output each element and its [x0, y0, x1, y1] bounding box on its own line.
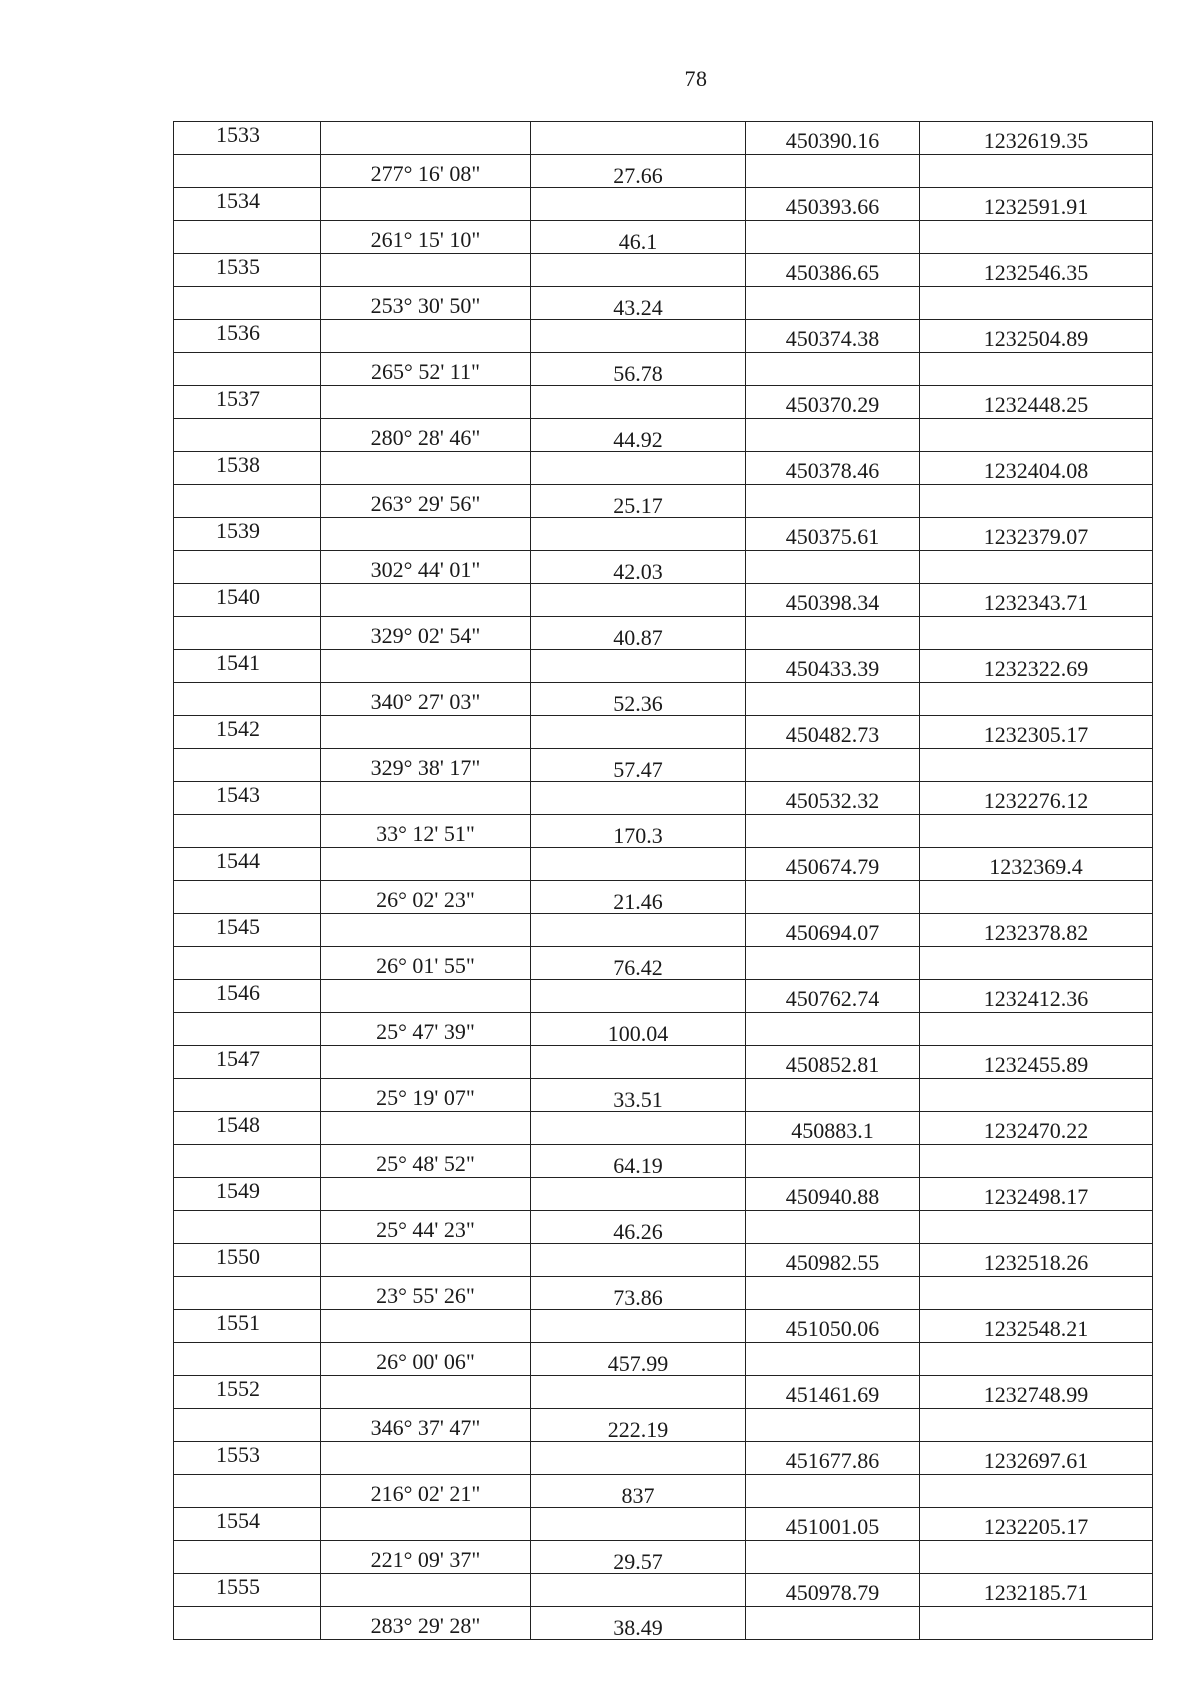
station-row	[174, 1178, 1153, 1211]
station-row	[174, 1376, 1153, 1409]
empty-cell	[321, 1376, 531, 1409]
empty-cell	[174, 353, 321, 386]
empty-cell	[174, 1145, 321, 1178]
empty-cell	[531, 386, 746, 419]
easting-value: 1232369.4	[920, 848, 1153, 881]
empty-cell	[531, 320, 746, 353]
empty-cell	[321, 122, 531, 155]
easting-value: 1232276.12	[920, 782, 1153, 815]
station-row	[174, 914, 1153, 947]
leg-row	[174, 815, 1153, 848]
distance-value: 64.19	[531, 1145, 746, 1178]
empty-cell	[531, 122, 746, 155]
empty-cell	[920, 947, 1153, 980]
empty-cell	[531, 1574, 746, 1607]
empty-cell	[920, 617, 1153, 650]
station-row	[174, 1112, 1153, 1145]
bearing-value: 25° 48' 52"	[321, 1145, 531, 1178]
distance-value: 25.17	[531, 485, 746, 518]
empty-cell	[920, 1409, 1153, 1442]
bearing-value: 25° 47' 39"	[321, 1013, 531, 1046]
leg-row	[174, 1145, 1153, 1178]
empty-cell	[321, 1442, 531, 1475]
northing-value: 450694.07	[746, 914, 920, 947]
empty-cell	[746, 881, 920, 914]
empty-cell	[321, 848, 531, 881]
leg-row	[174, 749, 1153, 782]
bearing-value: 329° 02' 54"	[321, 617, 531, 650]
empty-cell	[746, 1409, 920, 1442]
empty-cell	[174, 1607, 321, 1640]
page-number: 78	[684, 66, 708, 91]
empty-cell	[920, 287, 1153, 320]
bearing-value: 280° 28' 46"	[321, 419, 531, 452]
leg-row	[174, 485, 1153, 518]
bearing-value: 221° 09' 37"	[321, 1541, 531, 1574]
northing-value: 451461.69	[746, 1376, 920, 1409]
station-row	[174, 386, 1153, 419]
empty-cell	[321, 320, 531, 353]
bearing-value: 33° 12' 51"	[321, 815, 531, 848]
station-row	[174, 1574, 1153, 1607]
empty-cell	[920, 1541, 1153, 1574]
empty-cell	[321, 782, 531, 815]
empty-cell	[746, 815, 920, 848]
station-number: 1546	[174, 980, 321, 1013]
empty-cell	[531, 1244, 746, 1277]
empty-cell	[920, 815, 1153, 848]
empty-cell	[746, 749, 920, 782]
northing-value: 450982.55	[746, 1244, 920, 1277]
empty-cell	[321, 584, 531, 617]
empty-cell	[174, 1409, 321, 1442]
empty-cell	[746, 419, 920, 452]
station-number: 1533	[174, 122, 321, 155]
empty-cell	[174, 1013, 321, 1046]
station-number: 1535	[174, 254, 321, 287]
station-row	[174, 1508, 1153, 1541]
empty-cell	[531, 1376, 746, 1409]
empty-cell	[174, 683, 321, 716]
distance-value: 56.78	[531, 353, 746, 386]
empty-cell	[174, 881, 321, 914]
empty-cell	[920, 1277, 1153, 1310]
bearing-value: 302° 44' 01"	[321, 551, 531, 584]
station-number: 1552	[174, 1376, 321, 1409]
bearing-value: 26° 02' 23"	[321, 881, 531, 914]
station-number: 1551	[174, 1310, 321, 1343]
empty-cell	[746, 1211, 920, 1244]
empty-cell	[746, 1013, 920, 1046]
empty-cell	[321, 1310, 531, 1343]
station-number: 1534	[174, 188, 321, 221]
distance-value: 57.47	[531, 749, 746, 782]
distance-value: 170.3	[531, 815, 746, 848]
empty-cell	[920, 1079, 1153, 1112]
station-number: 1545	[174, 914, 321, 947]
easting-value: 1232548.21	[920, 1310, 1153, 1343]
northing-value: 450762.74	[746, 980, 920, 1013]
leg-row	[174, 1475, 1153, 1508]
distance-value: 73.86	[531, 1277, 746, 1310]
empty-cell	[321, 1112, 531, 1145]
station-number: 1555	[174, 1574, 321, 1607]
northing-value: 450940.88	[746, 1178, 920, 1211]
empty-cell	[174, 1343, 321, 1376]
empty-cell	[321, 914, 531, 947]
bearing-value: 340° 27' 03"	[321, 683, 531, 716]
northing-value: 450398.34	[746, 584, 920, 617]
northing-value: 450532.32	[746, 782, 920, 815]
northing-value: 450374.38	[746, 320, 920, 353]
bearing-value: 216° 02' 21"	[321, 1475, 531, 1508]
northing-value: 450433.39	[746, 650, 920, 683]
easting-value: 1232322.69	[920, 650, 1153, 683]
empty-cell	[920, 683, 1153, 716]
station-number: 1538	[174, 452, 321, 485]
empty-cell	[531, 584, 746, 617]
station-row	[174, 1244, 1153, 1277]
leg-row	[174, 617, 1153, 650]
empty-cell	[321, 1508, 531, 1541]
empty-cell	[746, 551, 920, 584]
empty-cell	[746, 353, 920, 386]
empty-cell	[531, 1112, 746, 1145]
station-row	[174, 518, 1153, 551]
empty-cell	[174, 749, 321, 782]
station-number: 1553	[174, 1442, 321, 1475]
leg-row	[174, 1343, 1153, 1376]
easting-value: 1232498.17	[920, 1178, 1153, 1211]
easting-value: 1232404.08	[920, 452, 1153, 485]
empty-cell	[174, 287, 321, 320]
empty-cell	[746, 947, 920, 980]
empty-cell	[531, 914, 746, 947]
distance-value: 76.42	[531, 947, 746, 980]
empty-cell	[920, 221, 1153, 254]
empty-cell	[321, 188, 531, 221]
empty-cell	[321, 1244, 531, 1277]
station-row	[174, 584, 1153, 617]
empty-cell	[746, 155, 920, 188]
leg-row	[174, 155, 1153, 188]
station-number: 1554	[174, 1508, 321, 1541]
bearing-value: 253° 30' 50"	[321, 287, 531, 320]
bearing-value: 263° 29' 56"	[321, 485, 531, 518]
distance-value: 44.92	[531, 419, 746, 452]
empty-cell	[174, 947, 321, 980]
empty-cell	[746, 1541, 920, 1574]
station-row	[174, 980, 1153, 1013]
empty-cell	[746, 1607, 920, 1640]
empty-cell	[321, 1178, 531, 1211]
empty-cell	[321, 650, 531, 683]
empty-cell	[531, 518, 746, 551]
bearing-value: 26° 01' 55"	[321, 947, 531, 980]
empty-cell	[531, 782, 746, 815]
easting-value: 1232470.22	[920, 1112, 1153, 1145]
station-row	[174, 320, 1153, 353]
northing-value: 450482.73	[746, 716, 920, 749]
easting-value: 1232205.17	[920, 1508, 1153, 1541]
empty-cell	[531, 848, 746, 881]
distance-value: 40.87	[531, 617, 746, 650]
empty-cell	[174, 1277, 321, 1310]
empty-cell	[174, 155, 321, 188]
bearing-value: 329° 38' 17"	[321, 749, 531, 782]
empty-cell	[746, 1277, 920, 1310]
easting-value: 1232546.35	[920, 254, 1153, 287]
station-number: 1541	[174, 650, 321, 683]
station-number: 1547	[174, 1046, 321, 1079]
empty-cell	[746, 485, 920, 518]
bearing-value: 265° 52' 11"	[321, 353, 531, 386]
empty-cell	[920, 353, 1153, 386]
leg-row	[174, 1211, 1153, 1244]
empty-cell	[920, 419, 1153, 452]
distance-value: 29.57	[531, 1541, 746, 1574]
leg-row	[174, 419, 1153, 452]
leg-row	[174, 1607, 1153, 1640]
empty-cell	[531, 1508, 746, 1541]
distance-value: 46.1	[531, 221, 746, 254]
empty-cell	[746, 683, 920, 716]
empty-cell	[746, 221, 920, 254]
leg-row	[174, 221, 1153, 254]
easting-value: 1232378.82	[920, 914, 1153, 947]
empty-cell	[531, 1178, 746, 1211]
empty-cell	[746, 1343, 920, 1376]
station-number: 1542	[174, 716, 321, 749]
empty-cell	[174, 617, 321, 650]
empty-cell	[531, 716, 746, 749]
empty-cell	[531, 650, 746, 683]
empty-cell	[746, 1475, 920, 1508]
easting-value: 1232185.71	[920, 1574, 1153, 1607]
bearing-value: 261° 15' 10"	[321, 221, 531, 254]
empty-cell	[174, 815, 321, 848]
northing-value: 451677.86	[746, 1442, 920, 1475]
bearing-value: 25° 19' 07"	[321, 1079, 531, 1112]
northing-value: 450378.46	[746, 452, 920, 485]
leg-row	[174, 1013, 1153, 1046]
easting-value: 1232455.89	[920, 1046, 1153, 1079]
distance-value: 27.66	[531, 155, 746, 188]
easting-value: 1232591.91	[920, 188, 1153, 221]
bearing-value: 25° 44' 23"	[321, 1211, 531, 1244]
northing-value: 450370.29	[746, 386, 920, 419]
station-row	[174, 848, 1153, 881]
easting-value: 1232748.99	[920, 1376, 1153, 1409]
empty-cell	[746, 1145, 920, 1178]
bearing-value: 23° 55' 26"	[321, 1277, 531, 1310]
empty-cell	[531, 452, 746, 485]
empty-cell	[920, 1013, 1153, 1046]
empty-cell	[920, 155, 1153, 188]
leg-row	[174, 947, 1153, 980]
easting-value: 1232379.07	[920, 518, 1153, 551]
empty-cell	[174, 1541, 321, 1574]
empty-cell	[321, 980, 531, 1013]
northing-value: 450390.16	[746, 122, 920, 155]
empty-cell	[746, 617, 920, 650]
empty-cell	[531, 980, 746, 1013]
empty-cell	[321, 452, 531, 485]
distance-value: 52.36	[531, 683, 746, 716]
easting-value: 1232412.36	[920, 980, 1153, 1013]
empty-cell	[174, 1211, 321, 1244]
empty-cell	[920, 1145, 1153, 1178]
easting-value: 1232305.17	[920, 716, 1153, 749]
empty-cell	[321, 1046, 531, 1079]
leg-row	[174, 551, 1153, 584]
station-number: 1550	[174, 1244, 321, 1277]
bearing-value: 283° 29' 28"	[321, 1607, 531, 1640]
distance-value: 100.04	[531, 1013, 746, 1046]
station-row	[174, 716, 1153, 749]
station-number: 1543	[174, 782, 321, 815]
station-number: 1549	[174, 1178, 321, 1211]
northing-value: 451050.06	[746, 1310, 920, 1343]
distance-value: 457.99	[531, 1343, 746, 1376]
empty-cell	[321, 716, 531, 749]
empty-cell	[174, 419, 321, 452]
distance-value: 42.03	[531, 551, 746, 584]
leg-row	[174, 1541, 1153, 1574]
station-number: 1539	[174, 518, 321, 551]
northing-value: 450393.66	[746, 188, 920, 221]
distance-value: 43.24	[531, 287, 746, 320]
leg-row	[174, 1409, 1153, 1442]
empty-cell	[531, 188, 746, 221]
easting-value: 1232343.71	[920, 584, 1153, 617]
empty-cell	[321, 518, 531, 551]
distance-value: 21.46	[531, 881, 746, 914]
station-number: 1537	[174, 386, 321, 419]
easting-value: 1232448.25	[920, 386, 1153, 419]
empty-cell	[321, 254, 531, 287]
northing-value: 450978.79	[746, 1574, 920, 1607]
bearing-value: 346° 37' 47"	[321, 1409, 531, 1442]
empty-cell	[174, 221, 321, 254]
distance-value: 46.26	[531, 1211, 746, 1244]
empty-cell	[321, 386, 531, 419]
leg-row	[174, 881, 1153, 914]
distance-value: 222.19	[531, 1409, 746, 1442]
empty-cell	[531, 1442, 746, 1475]
station-row	[174, 650, 1153, 683]
empty-cell	[920, 1475, 1153, 1508]
distance-value: 837	[531, 1475, 746, 1508]
empty-cell	[746, 1079, 920, 1112]
empty-cell	[920, 749, 1153, 782]
bearing-value: 26° 00' 06"	[321, 1343, 531, 1376]
empty-cell	[174, 1079, 321, 1112]
easting-value: 1232504.89	[920, 320, 1153, 353]
northing-value: 450386.65	[746, 254, 920, 287]
station-row	[174, 452, 1153, 485]
leg-row	[174, 683, 1153, 716]
northing-value: 450852.81	[746, 1046, 920, 1079]
survey-table-body	[174, 122, 1153, 1640]
empty-cell	[920, 1211, 1153, 1244]
leg-row	[174, 1079, 1153, 1112]
leg-row	[174, 287, 1153, 320]
empty-cell	[531, 254, 746, 287]
station-number: 1540	[174, 584, 321, 617]
station-row	[174, 782, 1153, 815]
northing-value: 451001.05	[746, 1508, 920, 1541]
empty-cell	[531, 1310, 746, 1343]
station-number: 1548	[174, 1112, 321, 1145]
empty-cell	[174, 551, 321, 584]
station-row	[174, 1442, 1153, 1475]
station-row	[174, 1310, 1153, 1343]
distance-value: 33.51	[531, 1079, 746, 1112]
easting-value: 1232518.26	[920, 1244, 1153, 1277]
empty-cell	[920, 1607, 1153, 1640]
northing-value: 450883.1	[746, 1112, 920, 1145]
empty-cell	[174, 485, 321, 518]
empty-cell	[531, 1046, 746, 1079]
bearing-value: 277° 16' 08"	[321, 155, 531, 188]
easting-value: 1232697.61	[920, 1442, 1153, 1475]
station-row	[174, 122, 1153, 155]
leg-row	[174, 353, 1153, 386]
station-row	[174, 1046, 1153, 1079]
survey-coordinates-table	[173, 121, 1153, 1640]
empty-cell	[920, 485, 1153, 518]
empty-cell	[321, 1574, 531, 1607]
distance-value: 38.49	[531, 1607, 746, 1640]
station-row	[174, 254, 1153, 287]
leg-row	[174, 1277, 1153, 1310]
empty-cell	[920, 551, 1153, 584]
northing-value: 450375.61	[746, 518, 920, 551]
empty-cell	[746, 287, 920, 320]
empty-cell	[174, 1475, 321, 1508]
empty-cell	[920, 881, 1153, 914]
station-number: 1544	[174, 848, 321, 881]
empty-cell	[920, 1343, 1153, 1376]
station-row	[174, 188, 1153, 221]
northing-value: 450674.79	[746, 848, 920, 881]
station-number: 1536	[174, 320, 321, 353]
easting-value: 1232619.35	[920, 122, 1153, 155]
